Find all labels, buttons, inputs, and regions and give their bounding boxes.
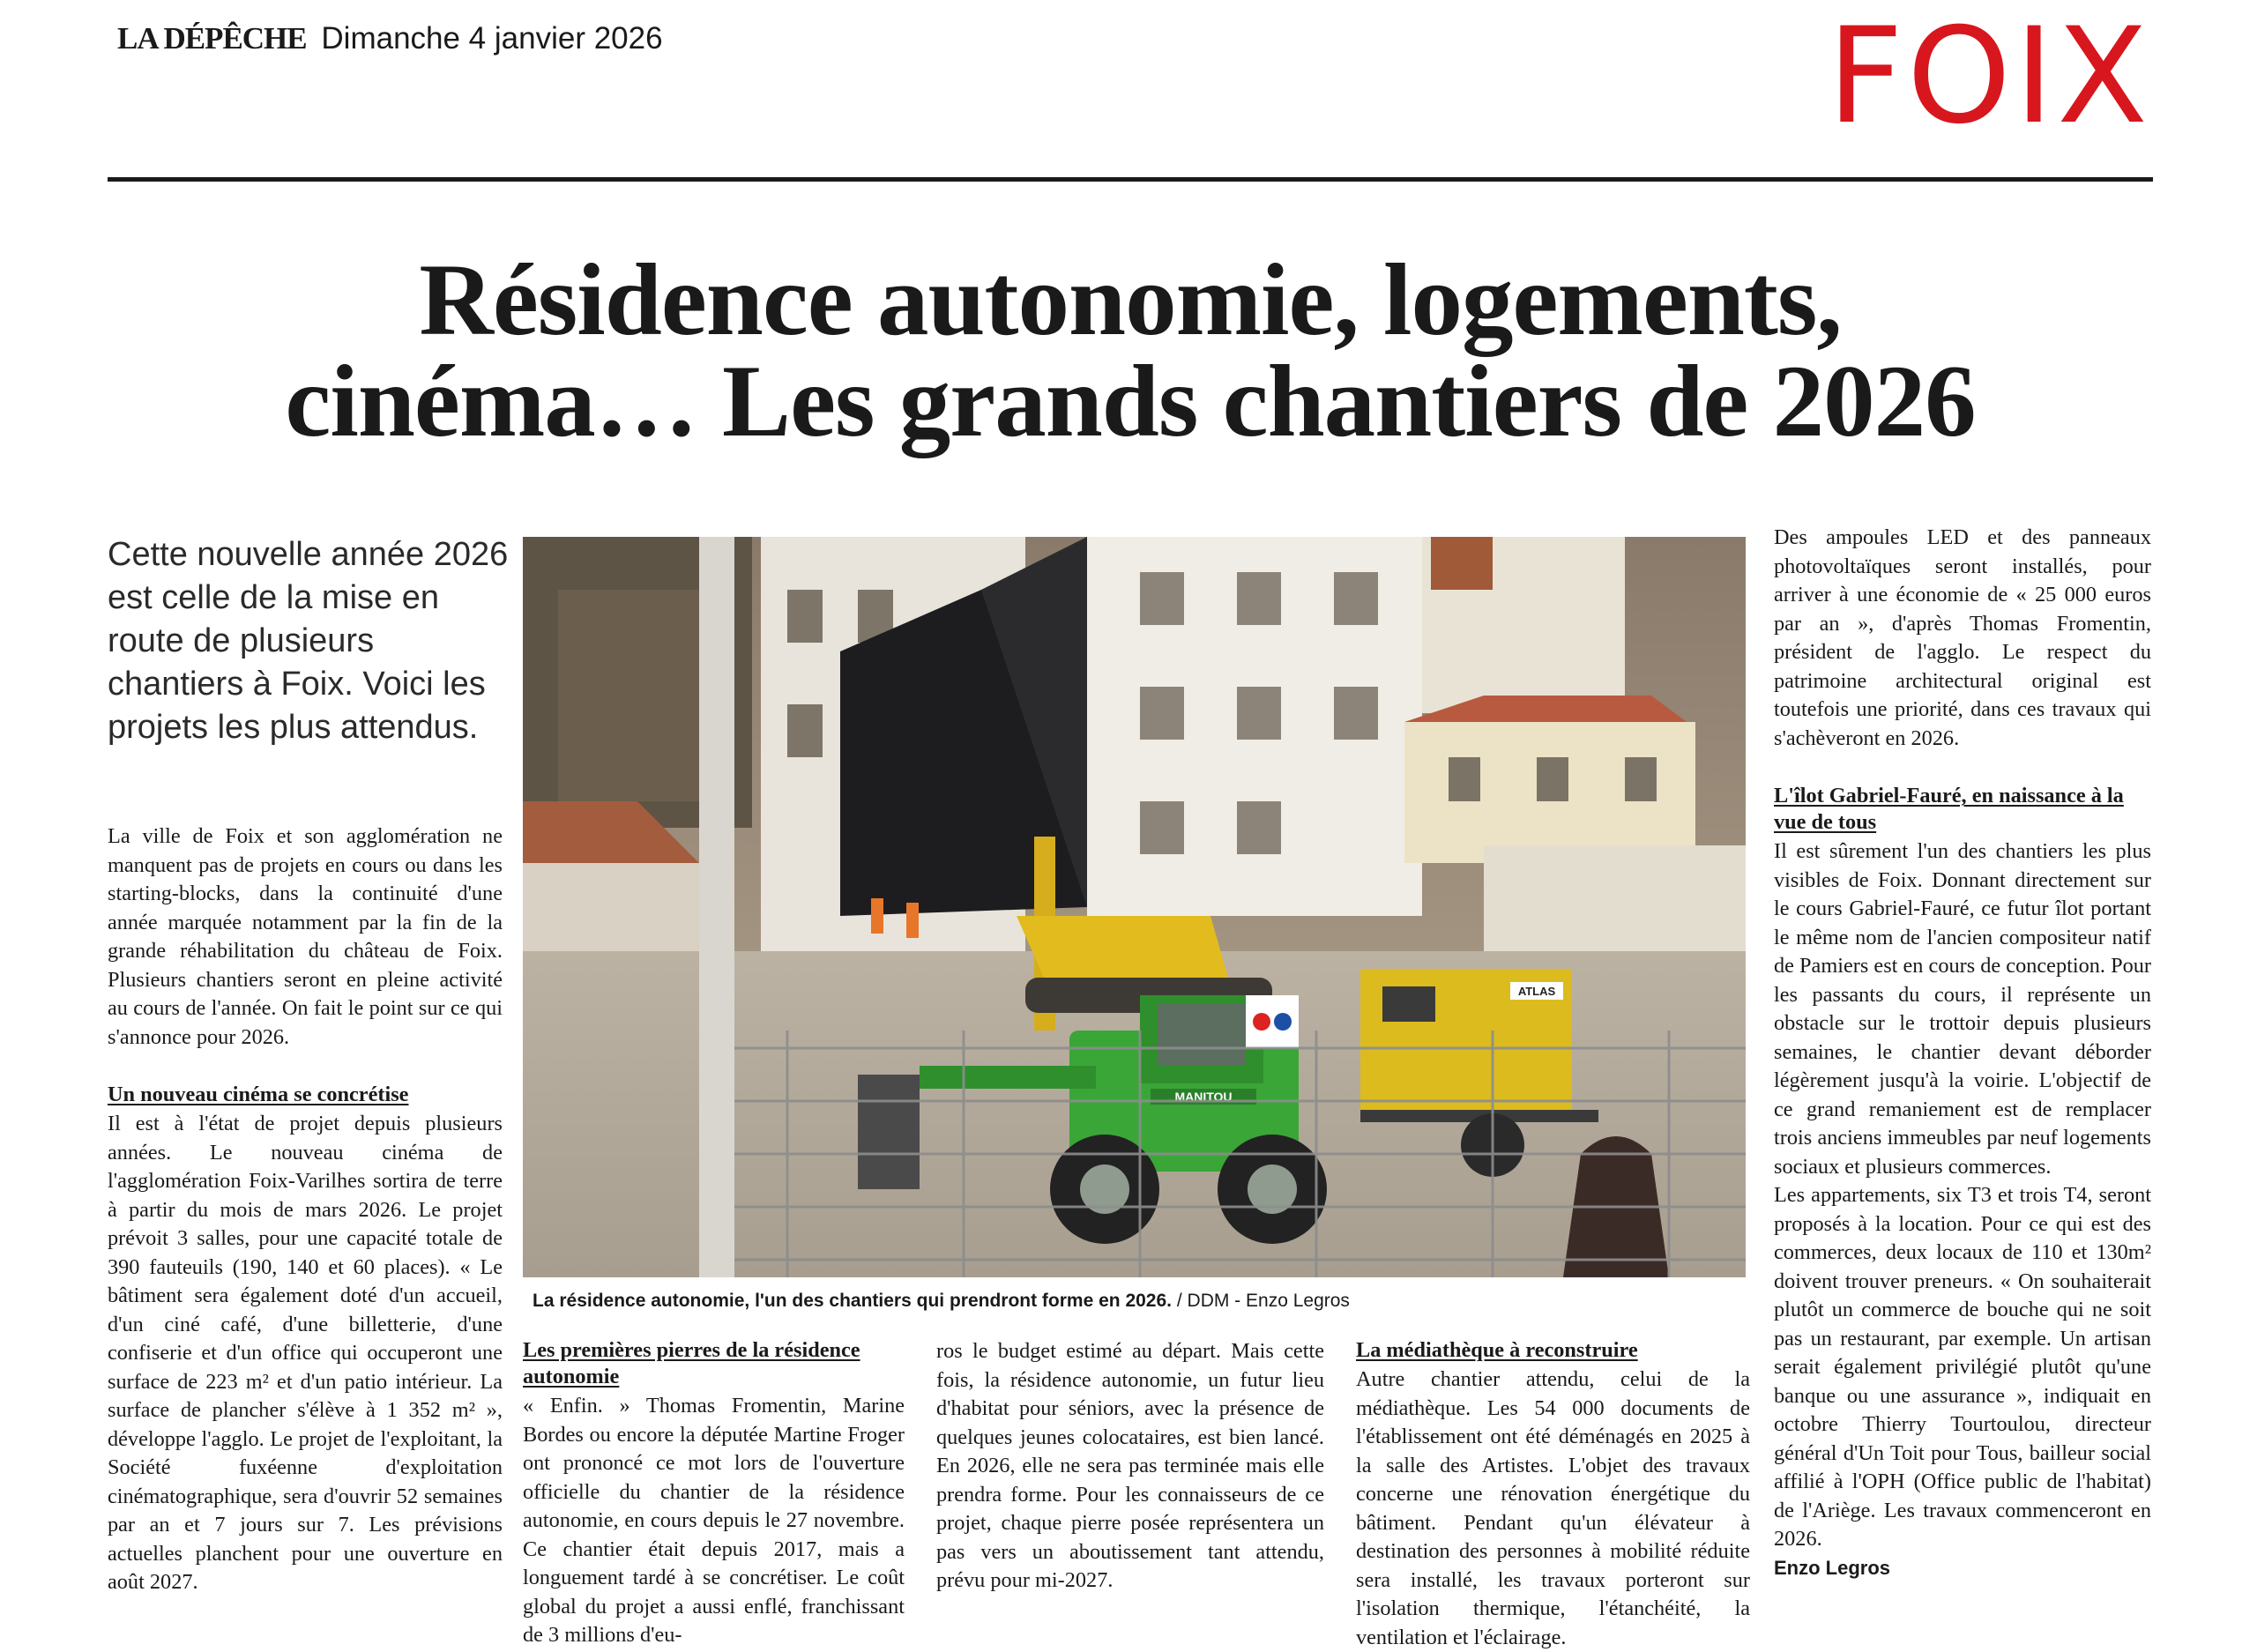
newspaper-logo: LA DÉPÊCHE (117, 21, 307, 56)
ilot-paragraph-2: Les appartements, six T3 et trois T4, seront proposés à la location. Pour ce qui est des commerces, deux locaux de 110 et 130m² doivent trouver preneurs. « On souhaiterait plutôt un commerce de bouche qui ne soit pas un restaurant, par exemple. Un artisan serait également privilégié plutôt qu'une banque ou une assurance », indiquait en octobre Thierry Tourtoulou, directeur général d'Un Toit pour Tous, bailleur social affilié à l'OPH (Office public de l'habitat) de l'Ariège. Les travaux commenceront en 2026. (1774, 1183, 2151, 1551)
residence-subtitle: Les premières pierres de la résidence autonomie (523, 1338, 860, 1388)
cinema-subtitle: Un nouveau cinéma se concrétise (108, 1083, 409, 1106)
ilot-subtitle: L'îlot Gabriel-Fauré, en naissance à la vue de tous (1774, 784, 2124, 834)
residence-paragraph-part-1: « Enfin. » Thomas Fromentin, Marine Bordes ou encore la députée Martine Froger ont prononcé ce mot lors de l'ouverture officielle du chantier de la résidence autonomie, en cours depuis le 27 novembre. Ce chantier était depuis 2017, mais a longuement tardé à se concrétiser. Le coût global du projet a aussi enflé, franchissant de 3 millions d'eu- (523, 1394, 905, 1647)
section-title: FOIX (1827, 0, 2151, 153)
intro-paragraph: La ville de Foix et son agglomération ne manquent pas de projets en cours ou dans les starting-blocks, dans la continuité d'une année marquée notamment par la fin de la grande réhabilitation du château de Foix. Plusieurs chantiers seront en pleine activité au cours de l'année. On fait le point sur ce qui s'annonce pour 2026. (108, 824, 503, 1049)
headline-line-2: cinéma… Les grands chantiers de 2026 (285, 345, 1976, 458)
column-right (1774, 524, 2151, 1582)
standfirst: Cette nouvelle année 2026 est celle de la mise en route de plusieurs chantiers à Foix. Voici les projets les plus attendus. (108, 536, 509, 746)
column-left (108, 822, 503, 1597)
mediatheque-continuation: Des ampoules LED et des panneaux photovoltaïques seront installés, pour arriver à une économie de « 25 000 euros par an », d'après Thomas Fromentin, président de l'agglo. Le respect du patrimoine architectural original est toutefois une priorité, dans ces travaux qui s'achèveront en 2026. (1774, 525, 2151, 750)
header-rule (108, 177, 2153, 182)
masthead (117, 21, 663, 56)
headline (108, 243, 2153, 458)
issue-date: Dimanche 4 janvier 2026 (321, 21, 663, 56)
construction-site-photo (523, 537, 1746, 1277)
column-3 (936, 1337, 1324, 1596)
headline-line-1: Résidence autonomie, logements, (419, 243, 1842, 357)
telehandler-brand: MANITOU (1174, 1090, 1233, 1104)
mediatheque-subtitle: La médiathèque à reconstruire (1356, 1338, 1638, 1362)
photo-caption (533, 1291, 1749, 1312)
photo-credit: / DDM - Enzo Legros (1176, 1291, 1350, 1311)
mediatheque-paragraph: Autre chantier attendu, celui de la médiathèque. Les 54 000 documents de l'établissement ont été déménagés en 2025 à la salle des Artistes. L'objet des travaux concerne une rénovation énergétique du bâtiment. Pendant qu'un élévateur à destination des personnes à mobilité réduite sera installé, les travaux porteront sur l'isolation thermique, l'étanchéité, la ventilation et l'éclairage. (1356, 1367, 1750, 1649)
column-4 (1356, 1337, 1750, 1652)
ilot-paragraph-1: Il est sûrement l'un des chantiers les plus visibles de Foix. Donnant directement sur le cours Gabriel-Fauré, ce futur îlot portant le même nom de l'ancien compositeur natif de Pamiers est en cours de conception. Pour les passants du cours, il représente un obstacle sur le trottoir depuis plusieurs semaines, le chantier devant déborder légèrement jusqu'à la voirie. L'objectif de ce grand remaniement est de remplacer trois anciens immeubles par neuf logements sociaux et plusieurs commerces. (1774, 839, 2151, 1179)
column-2 (523, 1337, 905, 1650)
cinema-paragraph: Il est à l'état de projet depuis plusieurs années. Le nouveau cinéma de l'agglomération Foix-Varilhes sortira de terre à partir du mois de mars 2026. Le projet prévoit 3 salles, pour une capacité totale de 390 fauteuils (190, 140 et 60 places). « Le bâtiment sera également doté d'un accueil, d'un ciné café, d'une billetterie, d'une confiserie et d'un office qui occuperont une surface de 223 m² et d'un patio intérieur. La surface de plancher s'élève à 1 352 m² », développe l'agglo. Le projet de l'exploitant, la Société fuxéenne d'exploitation cinématographique, sera d'ouvrir 52 semaines par an et 7 jours sur 7. Les prévisions actuelles planchent pour une ouverture en août 2027. (108, 1112, 503, 1594)
compressor-brand: ATLAS (1517, 985, 1556, 998)
caption-text: La résidence autonomie, l'un des chantiers qui prendront forme en 2026. (533, 1291, 1173, 1311)
article-photo (523, 537, 1746, 1277)
residence-paragraph-part-2: ros le budget estimé au départ. Mais cette fois, la résidence autonomie, un futur lieu d'habitat pour séniors, avec la présence de quelques jeunes colocataires, est bien lancé. En 2026, elle ne sera pas terminée mais elle prendra forme. Pour les connaisseurs de ce projet, chaque pierre posée représentera un pas vers un aboutissement tant attendu, prévu pour mi-2027. (936, 1339, 1324, 1592)
author-signature: Enzo Legros (1774, 1556, 1891, 1579)
